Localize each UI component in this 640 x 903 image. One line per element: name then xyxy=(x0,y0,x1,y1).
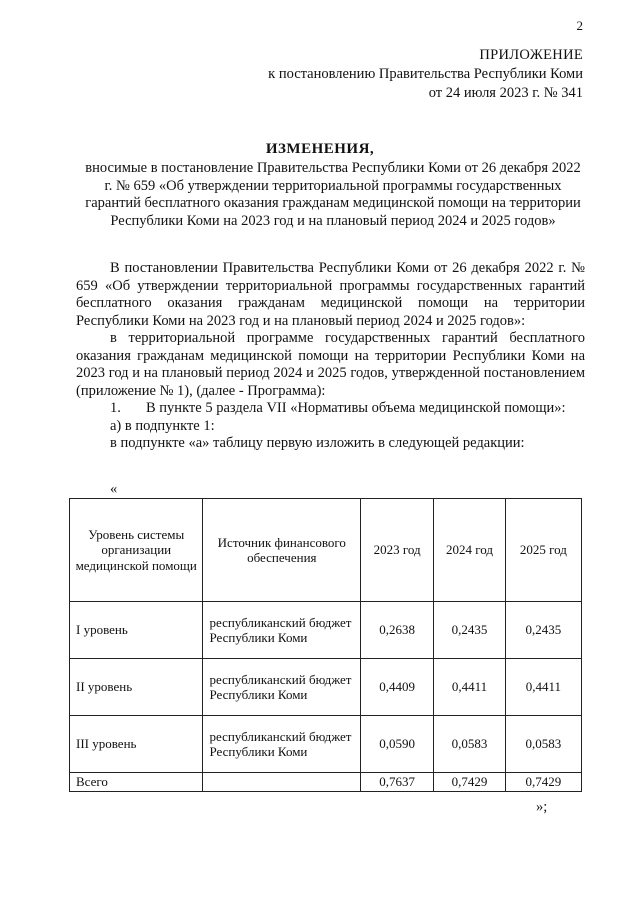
changes-title: ИЗМЕНЕНИЯ, xyxy=(265,141,375,157)
cell-2023: 0,4409 xyxy=(361,659,434,716)
cell-2024: 0,0583 xyxy=(434,716,505,773)
page-number: 2 xyxy=(576,18,583,33)
table-header-row xyxy=(70,499,582,602)
appendix-heading: ПРИЛОЖЕНИЕ xyxy=(479,47,583,63)
cell-level: II уровень xyxy=(70,659,203,716)
appendix-block xyxy=(268,46,583,103)
cell-total-2023: 0,7637 xyxy=(361,773,434,792)
table-row xyxy=(70,716,582,773)
quote-open: « xyxy=(110,481,118,497)
cell-2024: 0,4411 xyxy=(434,659,505,716)
cell-source: республиканский бюджет Республики Коми xyxy=(203,716,361,773)
table-total-row xyxy=(70,773,582,792)
cell-source: республиканский бюджет Республики Коми xyxy=(203,602,361,659)
header-2024: 2024 год xyxy=(434,499,505,602)
cell-total-label: Всего xyxy=(70,773,203,792)
appendix-line-decree: к постановлению Правительства Республики Коми xyxy=(268,66,583,82)
paragraph-item-1 xyxy=(76,400,585,418)
cell-2025: 0,0583 xyxy=(505,716,581,773)
quote-close: »; xyxy=(536,799,548,815)
header-level: Уровень системы организации медицинской помощи xyxy=(70,499,203,602)
paragraph-subitem: а) в подпункте 1: xyxy=(110,417,215,434)
cell-level: III уровень xyxy=(70,716,203,773)
body-text xyxy=(76,260,585,453)
cell-total-source xyxy=(203,773,361,792)
header-2023: 2023 год xyxy=(361,499,434,602)
paragraph-program: в территориальной программе государственных гарантий бесплатного оказания гражданам медицинской помощи на территории Республики Коми на 2023 год и на плановый период 2024 и 2025 годов, утвержденной постановлением (приложение № 1), (далее - Программа): xyxy=(76,330,585,399)
cell-total-2024: 0,7429 xyxy=(434,773,505,792)
cell-2023: 0,2638 xyxy=(361,602,434,659)
table-row xyxy=(70,659,582,716)
cell-2025: 0,2435 xyxy=(505,602,581,659)
cell-total-2025: 0,7429 xyxy=(505,773,581,792)
item-number: 1. xyxy=(110,400,121,416)
changes-subtitle: вносимые в постановление Правительства Республики Коми от 26 декабря 2022 г. № 659 «Об утверждении территориальной программы государственных гарантий бесплатного оказания гражданам медицинской помощи на территории Республики Коми на 2023 год и на плановый период 2024 и 2025 годов» xyxy=(85,160,581,229)
appendix-line-date: от 24 июля 2023 г. № 341 xyxy=(428,85,583,101)
item-text: В пункте 5 раздела VII «Нормативы объема медицинской помощи»: xyxy=(146,400,566,416)
header-2025: 2025 год xyxy=(505,499,581,602)
table-row xyxy=(70,602,582,659)
paragraph-decree: В постановлении Правительства Республики Коми от 26 декабря 2022 г. № 659 «Об утверждении территориальной программы государственных гарантий бесплатного оказания гражданам медицинской помощи на территории Республики Коми на 2023 год и на плановый период 2024 и 2025 годов»: xyxy=(76,260,585,329)
paragraph-table-intro: в подпункте «а» таблицу первую изложить в следующей редакции: xyxy=(110,435,525,451)
cell-2024: 0,2435 xyxy=(434,602,505,659)
norms-table xyxy=(69,498,582,792)
header-source: Источник финансового обеспечения xyxy=(203,499,361,602)
cell-2023: 0,0590 xyxy=(361,716,434,773)
cell-2025: 0,4411 xyxy=(505,659,581,716)
cell-level: I уровень xyxy=(70,602,203,659)
cell-source: республиканский бюджет Республики Коми xyxy=(203,659,361,716)
